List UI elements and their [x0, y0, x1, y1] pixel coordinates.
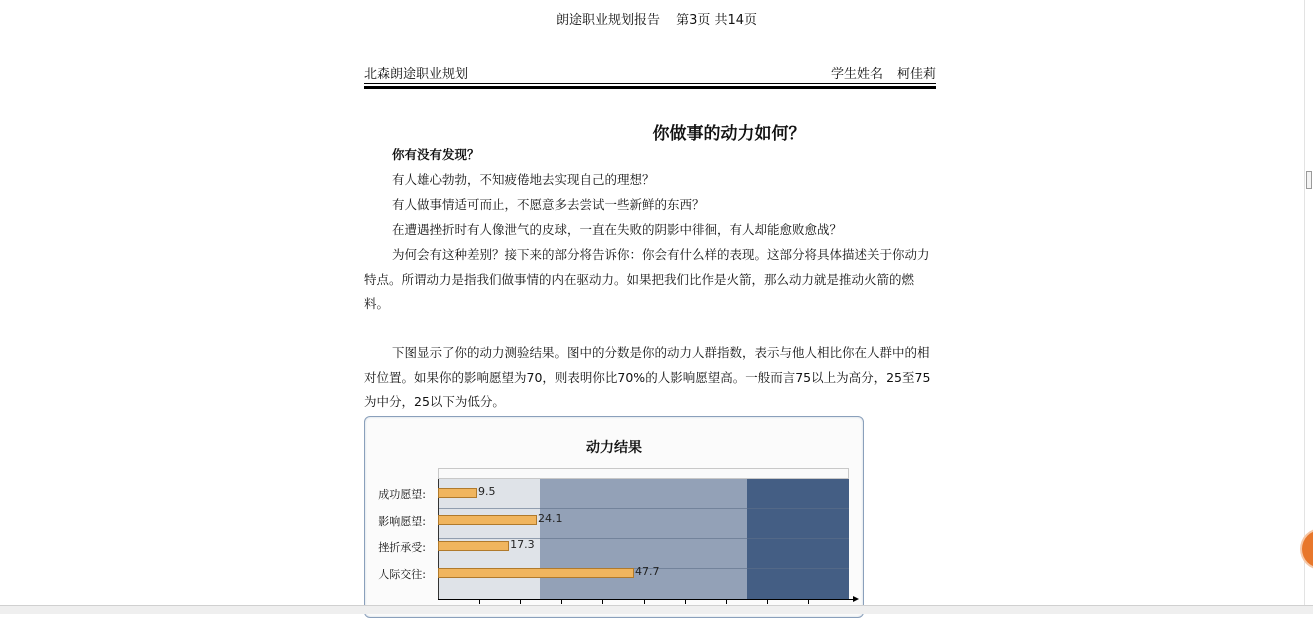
- question-intro: 你有没有发现？: [392, 147, 480, 162]
- org-name: 北森朗途职业规划: [364, 67, 469, 82]
- x-axis-tick: [602, 600, 603, 604]
- bar: [438, 568, 634, 578]
- page-indicator: 第3页 共14页: [676, 13, 758, 28]
- x-axis-tick: [685, 600, 686, 604]
- row-gridline: [438, 538, 849, 539]
- student-label: 学生姓名: [830, 67, 883, 82]
- student-info: [831, 63, 936, 82]
- x-axis-tick: [479, 600, 480, 604]
- bar-value-label: 9.5: [478, 485, 496, 498]
- plot-top-band: [438, 468, 849, 479]
- student-name: 柯佳莉: [896, 67, 936, 82]
- question-3: 在遭遇挫折时有人像泄气的皮球，一直在失败的阴影中徘徊，有人却能愈败愈战？: [392, 222, 843, 237]
- x-axis-tick: [767, 600, 768, 604]
- question-1: 有人雄心勃勃，不知疲倦地去实现自己的理想？: [392, 172, 655, 187]
- header-rule-thick: [364, 86, 936, 89]
- x-axis-line: [438, 599, 856, 600]
- zone-high: [747, 479, 849, 600]
- section-title: 你做事的动力如何？: [652, 124, 806, 144]
- bar: [438, 488, 477, 498]
- bar: [438, 515, 537, 525]
- vertical-scrollbar[interactable]: [1304, 0, 1313, 613]
- bar-value-label: 24.1: [538, 511, 563, 525]
- document-header: [364, 63, 936, 82]
- category-label: 成功愿望:: [378, 488, 426, 501]
- category-label: 人际交往:: [378, 567, 426, 581]
- chart-title: 动力结果: [586, 440, 642, 456]
- header-rule-thin: [364, 83, 936, 84]
- x-axis-tick: [644, 600, 645, 604]
- x-axis-tick: [808, 600, 809, 604]
- question-2: 有人做事情适可而止，不愿意多去尝试一些新鲜的东西？: [392, 197, 705, 212]
- category-label: 挫折承受:: [378, 541, 426, 554]
- zone-mid: [540, 479, 747, 600]
- scrollbar-grip[interactable]: [1306, 171, 1312, 189]
- row-gridline: [438, 508, 849, 509]
- x-axis-tick: [520, 600, 521, 604]
- page-title: [0, 9, 1313, 28]
- x-axis-arrow: [853, 596, 859, 602]
- category-label: 影响愿望:: [378, 514, 426, 528]
- x-axis-tick: [726, 600, 727, 604]
- x-axis-tick: [561, 600, 562, 604]
- bar-value-label: 17.3: [510, 538, 535, 551]
- chart-intro-paragraph: 下图显示了你的动力测验结果。图中的分数是你的动力人群指数，表示与他人相比你在人群中的相对位置。如果你的影响愿望为70，则表明你比70%的人影响愿望高。一般而言75以上为高分，25至75为中分，25以下为低分。: [364, 345, 931, 409]
- report-title: 朗途职业规划报告: [555, 13, 660, 28]
- explanation-paragraph: 为何会有这种差别？接下来的部分将告诉你：你会有什么样的表现。这部分将具体描述关于你动力特点。所谓动力是指我们做事情的内在驱动力。如果把我们比作是火箭，那么动力就是推动火箭的燃料。: [364, 247, 930, 311]
- bar: [438, 541, 509, 551]
- bar-value-label: 47.7: [635, 564, 660, 578]
